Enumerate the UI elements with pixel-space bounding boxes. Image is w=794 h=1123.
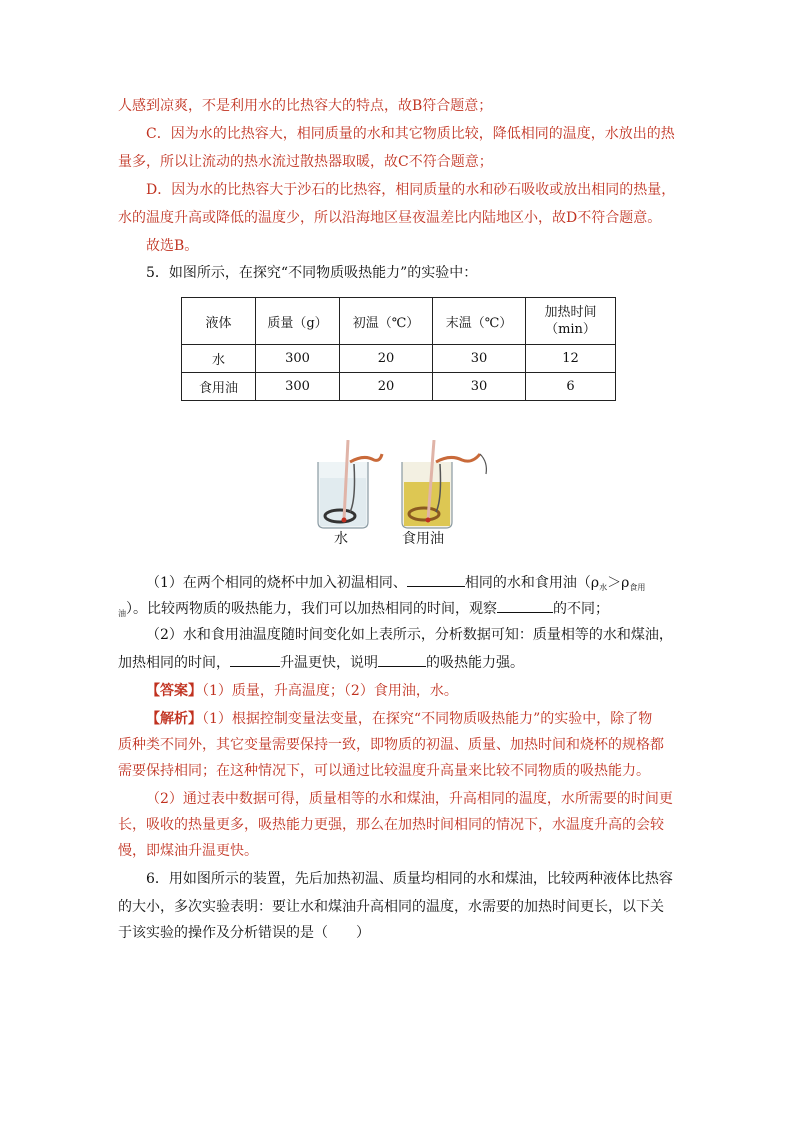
data-table: [181, 297, 616, 401]
text-line: 水的温度升高或降低的温度少，所以沿海地区昼夜温差比内陆地区小，故D不符合题意。: [118, 210, 662, 226]
figure-label-water: 水: [334, 531, 348, 547]
question-5-part-1: [146, 572, 645, 599]
water-beaker: [318, 440, 382, 528]
text-line: C．因为水的比热容大，相同质量的水和其它物质比较，降低相同的温度，水放出的热: [146, 126, 675, 142]
text-line: 故选B。: [146, 238, 199, 254]
subscript: 食用: [629, 583, 646, 592]
analysis-line: 长，吸收的热量更多，吸热能力更强，那么在加热时间相同的情况下，水温度升高的会较: [118, 817, 664, 833]
answer-text: （1）质量，升高温度；（2）食用油，水。: [202, 683, 458, 699]
question-6-stem: 于该实验的操作及分析错误的是（ ）: [118, 925, 370, 941]
table-header-cell: 末温（℃）: [433, 298, 526, 345]
text: ＞ρ: [607, 575, 630, 591]
figure-label-oil: 食用油: [402, 531, 444, 547]
answer-line: [146, 680, 458, 702]
text-line: 量多，所以让流动的热水流过散热器取暖，故C不符合题意；: [118, 154, 493, 170]
answer-blank: [230, 652, 280, 667]
question-5-part-2: （2）水和食用油温度随时间变化如上表所示，分析数据可知：质量相等的水和煤油，: [146, 627, 673, 643]
text: 的不同；: [553, 601, 609, 617]
text-line: 人感到凉爽，不是利用水的比热容大的特点，故B符合题意；: [118, 98, 493, 114]
beakers-illustration: [310, 440, 500, 530]
text: （1）在两个相同的烧杯中加入初温相同、: [146, 575, 407, 591]
analysis-line: [146, 708, 652, 730]
text: 相同的水和食用油（ρ: [464, 575, 600, 591]
table-cell: 20: [340, 345, 433, 373]
table-cell: 30: [433, 345, 526, 373]
table-header-row: [182, 298, 616, 345]
text: 加热相同的时间，: [118, 655, 230, 671]
table-header-cell: 质量（g）: [256, 298, 340, 345]
table-cell: 12: [526, 345, 616, 373]
answer-blank: [497, 598, 553, 613]
subscript: 油: [118, 609, 126, 618]
analysis-line: 慢，即煤油升温更快。: [118, 843, 258, 859]
experiment-figure: [310, 440, 500, 550]
table-header-unit: （min）: [545, 322, 596, 337]
table-cell: 6: [526, 373, 616, 401]
table-cell: 水: [182, 345, 256, 373]
table-cell: 食用油: [182, 373, 256, 401]
text: 升温更快，说明: [280, 655, 378, 671]
analysis-line: 质种类不同外，其它变量需要保持一致，即物质的初温、质量、加热时间和烧杯的规格都: [118, 737, 664, 753]
table-header-cell: [526, 298, 616, 345]
table-cell: 20: [340, 373, 433, 401]
table-cell: 300: [256, 345, 340, 373]
table-header-cell: 液体: [182, 298, 256, 345]
question-6-stem: 6．用如图所示的装置，先后加热初温、质量均相同的水和煤油，比较两种液体比热容: [146, 871, 673, 887]
question-5-part-2-cont: [118, 652, 524, 674]
question-5-part-1-cont: [118, 598, 609, 625]
answer-tag: 【答案】: [146, 683, 202, 699]
analysis-line: 需要保持相同；在这种情况下，可以通过比较温度升高量来比较不同物质的吸热能力。: [118, 763, 650, 779]
text: 的吸热能力强。: [426, 655, 524, 671]
table-header-cell: 初温（℃）: [340, 298, 433, 345]
oil-beaker: [402, 440, 486, 528]
question-5-stem: 5．如图所示，在探究“不同物质吸热能力”的实验中：: [146, 265, 478, 281]
answer-blank: [407, 572, 465, 587]
question-6-stem: 的大小，多次实验表明：要让水和煤油升高相同的温度，水需要的加热时间更长，以下关: [118, 899, 664, 915]
text-line: D．因为水的比热容大于沙石的比热容，相同质量的水和砂石吸收或放出相同的热量，: [146, 182, 676, 198]
analysis-line: （2）通过表中数据可得，质量相等的水和煤油，升高相同的温度，水所需要的时间更: [146, 791, 673, 807]
table-row: [182, 373, 616, 401]
analysis-text: （1）根据控制变量法变量，在探究“不同物质吸热能力”的实验中，除了物: [202, 711, 653, 727]
table-row: [182, 345, 616, 373]
table-cell: 30: [433, 373, 526, 401]
analysis-tag: 【解析】: [146, 711, 202, 727]
answer-blank: [378, 652, 426, 667]
subscript: 水: [599, 583, 608, 592]
table-cell: 300: [256, 373, 340, 401]
text: ）。比较两物质的吸热能力，我们可以加热相同的时间，观察: [126, 601, 497, 617]
table-header-text: 加热时间: [544, 305, 597, 320]
